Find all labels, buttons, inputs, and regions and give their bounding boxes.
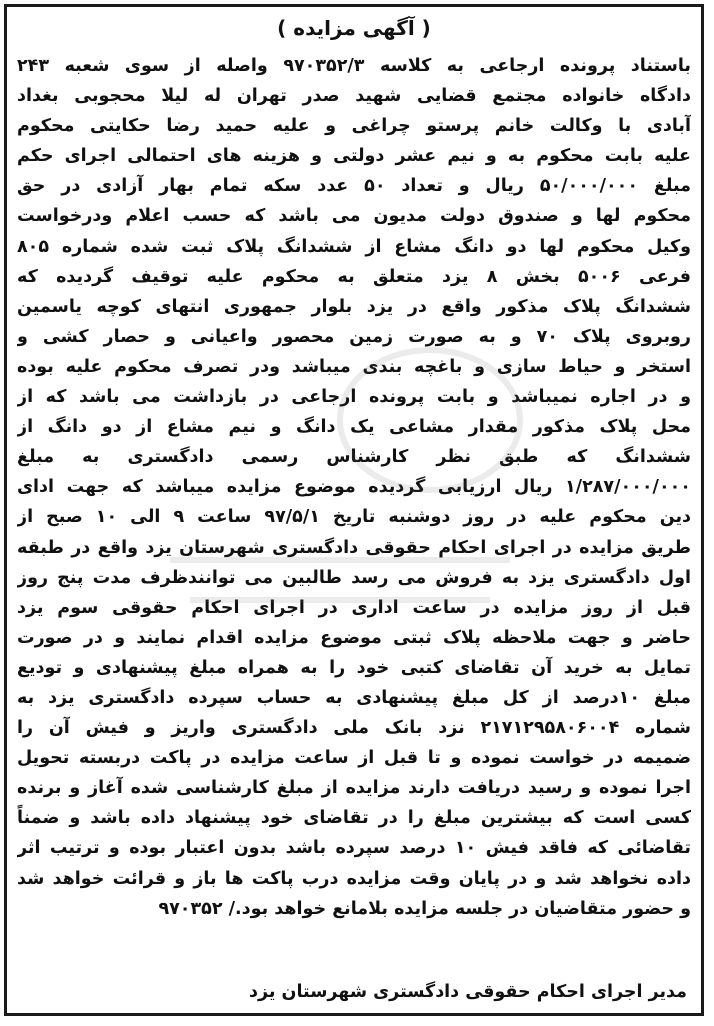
notice-line: تمایل به خرید آن تقاضای کتبی خود را به همراه مبلغ پیشنهادی و تودیع: [17, 657, 691, 678]
notice-line: اول دادگستری یزد به فروش می رسد طالبین می توانندظرف مدت پنج روز: [17, 567, 691, 588]
notice-line: مبلغ ۵۰/۰۰۰/۰۰۰ ریال و تعداد ۵۰ عدد سکه تمام بهار آزادی در حق: [17, 176, 691, 197]
notice-line: مبلغ ۱۰درصد از کل مبلغ پیشنهادی به حساب سپرده دادگستری یزد به: [17, 687, 691, 708]
notice-line: طریق مزایده در اجرای احکام حقوقی دادگستری شهرستان یزد واقع در طبقه: [17, 537, 691, 558]
notice-line: اجرا نموده و رسید دریافت دارند مزایده از مبلغ کارشناسی شده آغاز و برنده: [17, 778, 691, 799]
notice-line: و در اجاره نمیباشد و بابت پرونده ارجاعی در بازداشت می باشد که از: [17, 387, 691, 408]
notice-line: محکوم لها و صندوق دولت مدیون می باشد که حسب اعلام ودرخواست: [17, 206, 691, 227]
notice-line: ششدانگ پلاک مذکور واقع در یزد بلوار جمهوری انتهای کوچه یاسمین: [17, 296, 691, 317]
notice-line: شماره ۲۱۷۱۲۹۵۸۰۶۰۰۴ نزد بانک ملی دادگستری واریز و فیش آن را: [17, 718, 691, 739]
notice-line: و حضور متقاضیان در جلسه مزایده بلامانع خواهد بود./ ۹۷۰۳۵۲: [158, 898, 691, 919]
notice-line: کسی است که بیشترین مبلغ را در تقاضای خود پیشنهاد داده باشد و ضمناً: [17, 808, 691, 829]
notice-line: روبروی پلاک ۷۰ و به صورت زمین محصور واعیانی و حصار کشی و: [17, 326, 691, 347]
notice-line: محل پلاک مذکور مقدار مشاعی یک دانگ و نیم مشاع از دو دانگ از: [17, 417, 691, 438]
notice-line: حاضر و جهت ملاحظه پلاک ثبتی موضوع مزایده اقدام نمایند و در صورت: [17, 627, 691, 648]
notice-line: داده نخواهد شد و در پایان وقت مزایده درب پاکت ها باز و قرائت خواهد شد: [17, 868, 691, 889]
notice-title: ( آگهی مزایده ): [277, 16, 431, 40]
notice-line: باستناد پرونده ارجاعی به کلاسه ۹۷۰۳۵۲/۳ واصله از سوی شعبه ۲۴۳: [17, 56, 691, 76]
notice-frame: [4, 4, 704, 1016]
notice-line: ششدانگ که طبق نظر کارشناس رسمی دادگستری به مبلغ: [17, 447, 691, 468]
notice-line: دادگاه خانواده مجتمع قضایی شهید صدر تهران له لیلا محجوبی بغداد: [17, 86, 691, 107]
notice-line: استخر و حیاط سازی و باغچه بندی میباشد ودر تصرف محکوم علیه بوده: [17, 356, 691, 377]
notice-line: وکیل محکوم لها دو دانگ مشاع از ششدانگ پلاک ثبت شده شماره ۸۰۵: [17, 236, 691, 257]
notice-line: قبل از روز مزایده در ساعت اداری در اجرای احکام حقوقی سوم یزد: [17, 597, 691, 618]
notice-line: فرعی ۵۰۰۶ بخش ۸ یزد متعلق به محکوم علیه توقیف گردیده که: [17, 266, 691, 287]
notice-line: ضمیمه در خواست نموده و تا قبل از ساعت مزایده در پاکت دربسته تحویل: [17, 748, 691, 769]
signature-line: مدیر اجرای احکام حقوقی دادگستری شهرستان یزد: [249, 982, 687, 1002]
notice-line: آبادی با وکالت خانم پرستو چراغی و علیه حمید رضا حکایتی محکوم: [17, 116, 691, 137]
notice-line: دین محکوم علیه در روز دوشنبه تاریخ ۹۷/۵/۱ ساعت ۹ الی ۱۰ صبح از: [17, 507, 691, 528]
notice-body: [17, 51, 691, 924]
notice-line: تقاضائی که فاقد فیش ۱۰ درصد سپرده باشد بدون اعتبار بوده و ترتیب اثر: [17, 838, 691, 859]
notice-line: ۱/۲۸۷/۰۰۰/۰۰۰ ریال ارزیابی گردیده موضوع مزایده میباشد که جهت ادای: [17, 477, 691, 498]
notice-line: علیه بابت محکوم به و نیم عشر دولتی و هزینه های احتمالی اجرای حکم: [17, 146, 691, 167]
